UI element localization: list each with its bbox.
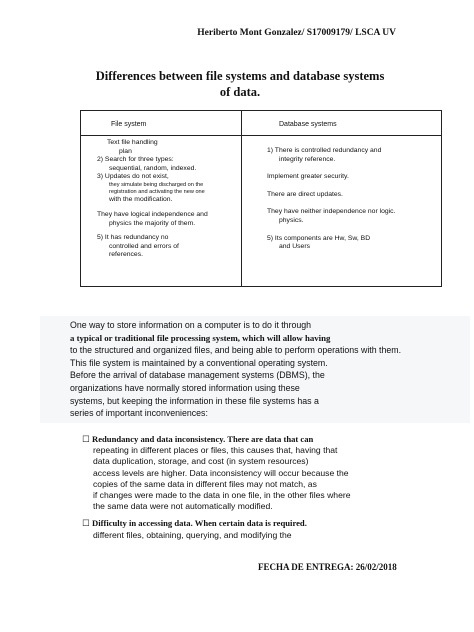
intro-line: a typical or traditional file processing system, which will allow having <box>70 332 331 343</box>
list-item <box>82 518 412 540</box>
db-line: and Users <box>279 243 310 251</box>
database-systems-cell <box>267 147 419 252</box>
fs-line: plan <box>119 147 132 155</box>
delivery-date: FECHA DE ENTREGA: 26/02/2018 <box>258 562 397 572</box>
intro-line: organizations have normally stored information using these <box>70 382 300 393</box>
bullet-line: if changes were made to the data in one file, in the other files where <box>93 490 351 501</box>
bullet-heading: Difficulty in accessing data. When certain data is required. <box>92 518 307 529</box>
title-line-2: of data. <box>219 85 261 99</box>
checkbox-bullet-icon: ☐ <box>82 518 90 529</box>
db-line: They have neither independence nor logic. <box>267 208 396 216</box>
db-line: 5) Its components are Hw, Sw, BD <box>267 234 371 242</box>
list-item <box>82 434 412 512</box>
db-line: Implement greater security. <box>267 173 349 181</box>
fs-line: 5) It has redundancy no <box>97 234 169 242</box>
db-line: integrity reference. <box>279 155 336 163</box>
bullet-line: access levels are higher. Data inconsistency will occur because the <box>93 467 349 478</box>
bullet-line: copies of the same data in different files may not match, as <box>93 478 317 489</box>
col-header-database-systems: Database systems <box>279 121 337 128</box>
intro-line: One way to store information on a computer is to do it through <box>70 320 312 330</box>
bullet-line: the same data were not automatically modified. <box>93 501 273 512</box>
comparison-table <box>80 110 442 287</box>
fs-line: with the modification. <box>109 196 173 204</box>
fs-line: Text file handling <box>107 139 158 146</box>
fs-line: They have logical independence and <box>97 210 208 218</box>
fs-line: controlled and errors of <box>109 242 179 250</box>
bullet-line: repeating in different places or files, this causes that, having that <box>93 445 338 456</box>
db-line: physics. <box>279 216 304 224</box>
intro-line: systems, but keeping the information in these file systems has a <box>70 395 319 406</box>
document-title <box>50 68 430 100</box>
intro-line: to the structured and organized files, and being able to perform operations with them. <box>70 345 402 356</box>
bullet-line: different files, obtaining, querying, and modifying the <box>93 529 292 540</box>
author-header: Heriberto Mont Gonzalez/ S17009179/ LSCA UV <box>197 28 396 38</box>
fs-line: registration and activating the new one <box>109 189 205 196</box>
intro-line: Before the arrival of database management systems (DBMS), the <box>70 370 325 381</box>
intro-line: series of important inconveniences: <box>70 408 208 419</box>
bullet-heading: Redundancy and data inconsistency. There are data that can <box>92 434 314 444</box>
intro-line: This file system is maintained by a conventional operating system. <box>70 357 328 368</box>
bullet-line: data duplication, storage, and cost (in system resources) <box>93 456 309 467</box>
intro-paragraph <box>40 316 470 423</box>
fs-line: 3) Updates do not exist, <box>97 173 169 181</box>
title-line-1: Differences between file systems and database systems <box>95 69 385 83</box>
db-line: There are direct updates. <box>267 190 343 198</box>
db-line: 1) There is controlled redundancy and <box>267 147 382 154</box>
inconveniences-list <box>82 434 412 541</box>
checkbox-bullet-icon: ☐ <box>82 434 90 444</box>
fs-line: physics the majority of them. <box>109 219 196 227</box>
table-header-row <box>81 111 441 136</box>
fs-line: sequential, random, indexed. <box>109 164 197 172</box>
fs-line: 2) Search for three types: <box>97 156 174 164</box>
file-system-cell <box>97 139 242 260</box>
col-header-file-system: File system <box>111 121 147 128</box>
fs-line: they simulate being discharged on the <box>109 181 204 188</box>
fs-line: references. <box>109 251 144 259</box>
